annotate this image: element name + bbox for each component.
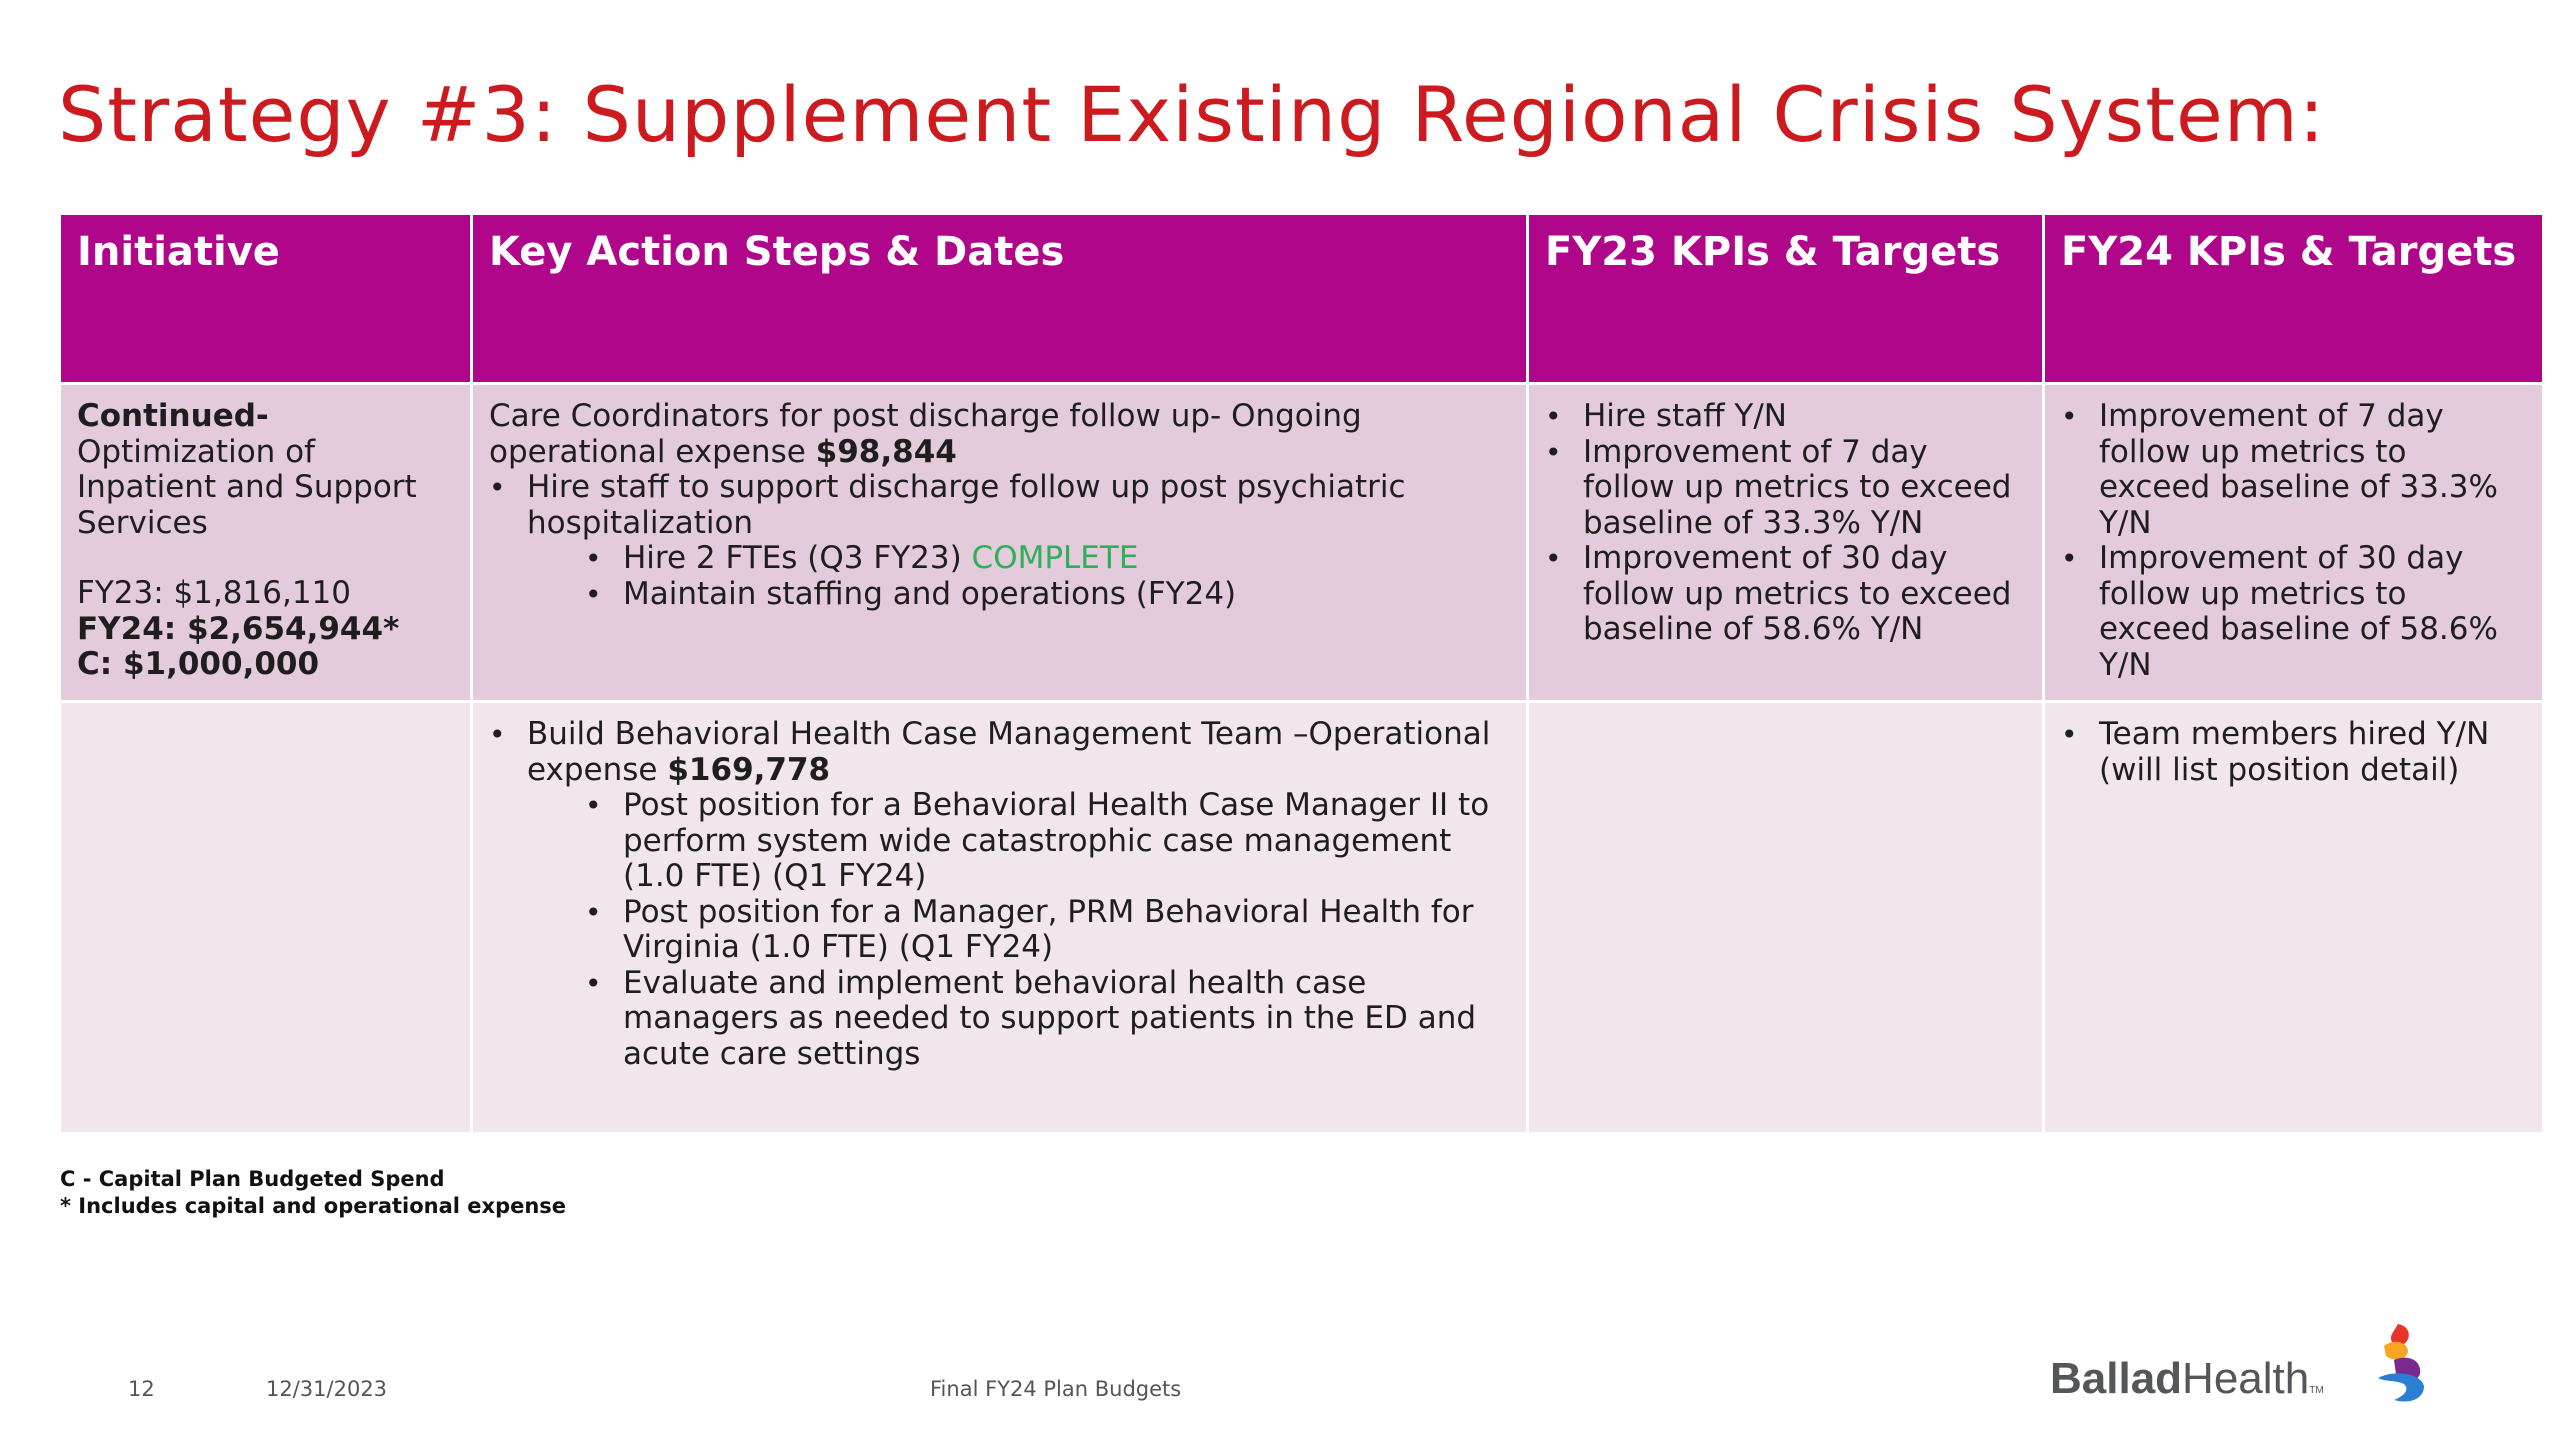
table-row <box>60 702 2544 1134</box>
ballad-health-logo <box>2050 1320 2450 1410</box>
initiative-cell <box>60 384 472 702</box>
strategy-table <box>58 212 2545 1135</box>
action-bullet: • Build Behavioral Health Case Management Team –Operational expense $169,778 <box>489 717 1510 788</box>
kpi-item: • Improvement of 30 day follow up metrics to exceed baseline of 58.6% Y/N <box>2061 541 2526 683</box>
footnote-capital: C - Capital Plan Budgeted Spend <box>60 1167 445 1191</box>
kpi-item: • Improvement of 7 day follow up metrics to exceed baseline of 33.3% Y/N <box>2061 399 2526 541</box>
footnote-includes: * Includes capital and operational expense <box>60 1194 567 1218</box>
initiative-capital-budget: C: $1,000,000 <box>77 646 320 682</box>
initiative-cell <box>60 702 472 1134</box>
action-sub-bullet: • Hire 2 FTEs (Q3 FY23) COMPLETE <box>489 541 1510 577</box>
page-number: 12 <box>128 1377 155 1401</box>
action-sub-bullet: • Evaluate and implement behavioral health case managers as needed to support patients in the ED and acute care settings <box>489 966 1510 1073</box>
fy24-kpis-cell <box>2044 702 2544 1134</box>
fy23-kpis-cell <box>1528 702 2044 1134</box>
action-bullet: • Hire staff to support discharge follow up post psychiatric hospitalization <box>489 470 1510 541</box>
table-row <box>60 384 2544 702</box>
table-header-row <box>60 214 2544 384</box>
kpi-item: • Team members hired Y/N (will list position detail) <box>2061 717 2526 788</box>
ballad-health-mark-icon <box>2364 1320 2434 1406</box>
initiative-description: Optimization of Inpatient and Support Services <box>77 433 417 541</box>
fy24-kpis-cell <box>2044 384 2544 702</box>
action-intro: Care Coordinators for post discharge follow up- Ongoing operational expense $98,844 <box>489 398 1362 470</box>
header-initiative: Initiative <box>60 214 472 384</box>
kpi-item: • Improvement of 30 day follow up metrics to exceed baseline of 58.6% Y/N <box>1545 541 2026 648</box>
action-intro-amount: $98,844 <box>815 433 957 470</box>
header-fy23-kpis: FY23 KPIs & Targets <box>1528 214 2044 384</box>
action-steps-cell <box>472 384 1528 702</box>
fy23-kpis-cell <box>1528 384 2044 702</box>
header-fy24-kpis: FY24 KPIs & Targets <box>2044 214 2544 384</box>
slide-title: Strategy #3: Supplement Existing Regional Crisis System: <box>58 70 2326 159</box>
action-sub-bullet: • Maintain staffing and operations (FY24) <box>489 577 1510 613</box>
footer-date: 12/31/2023 <box>266 1377 388 1401</box>
logo-wordmark: BalladHealthTM <box>2050 1354 2324 1403</box>
footer-title: Final FY24 Plan Budgets <box>930 1377 1182 1401</box>
action-sub-bullet: • Post position for a Manager, PRM Behavioral Health for Virginia (1.0 FTE) (Q1 FY24) <box>489 895 1510 966</box>
status-complete: COMPLETE <box>971 540 1139 576</box>
action-amount: $169,778 <box>667 751 831 788</box>
header-key-action-steps: Key Action Steps & Dates <box>472 214 1528 384</box>
kpi-item: • Improvement of 7 day follow up metrics to exceed baseline of 33.3% Y/N <box>1545 435 2026 542</box>
initiative-fy23-budget: FY23: $1,816,110 <box>77 575 352 611</box>
footnotes <box>60 1166 566 1220</box>
initiative-fy24-budget: FY24: $2,654,944* <box>77 610 400 647</box>
action-steps-cell <box>472 702 1528 1134</box>
initiative-name: Continued- <box>77 398 269 434</box>
kpi-item: • Hire staff Y/N <box>1545 399 2026 435</box>
action-sub-bullet: • Post position for a Behavioral Health Case Manager II to perform system wide catastrophic case management (1.0 FTE) (Q1 FY24) <box>489 788 1510 895</box>
